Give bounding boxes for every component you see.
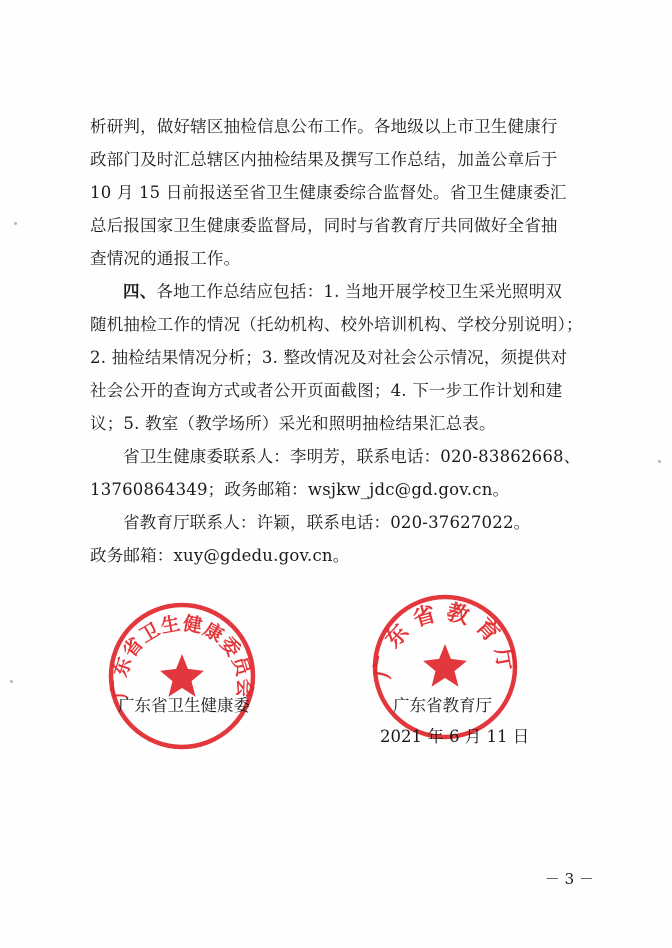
paragraph-line: 随机抽检工作的情况（托幼机构、校外培训机构、学校分别说明）； <box>90 315 583 334</box>
page-number: － 3 － <box>544 870 594 888</box>
paragraph-line: 析研判，做好辖区抽检信息公布工作。各地级以上市卫生健康行 <box>90 117 558 136</box>
signature-health-commission: 广东省卫生健康委 <box>118 696 250 715</box>
paragraph-line: 社会公开的查询方式或者公开页面截图；4. 下一步工作计划和建 <box>90 381 563 400</box>
contact-line: 省卫生健康委联系人：李明芳，联系电话：020-83862668、 <box>123 447 581 466</box>
paragraph-line: 议；5. 教室（教学场所）采光和照明抽检结果汇总表。 <box>90 414 496 433</box>
contact-line: 省教育厅联系人：许颖，联系电话：020-37627022。 <box>123 513 531 532</box>
paragraph-line: 政部门及时汇总辖区内抽检结果及撰写工作总结，加盖公章后于 <box>90 150 558 169</box>
paragraph-line: 10 月 15 日前报送至省卫生健康委综合监督处。省卫生健康委汇 <box>90 183 567 202</box>
education-department-seal <box>370 592 520 742</box>
paragraph-line: 2. 抽检结果情况分析；3. 整改情况及对社会公示情况，须提供对 <box>90 348 568 367</box>
health-commission-seal <box>106 600 258 752</box>
scan-mark <box>658 460 661 463</box>
scan-mark <box>14 222 17 225</box>
section-heading: 四、 <box>123 282 157 301</box>
scan-mark <box>10 680 13 683</box>
section-line <box>123 281 562 303</box>
document-date: 2021 年 6 月 11 日 <box>380 727 530 746</box>
contact-line: 13760864349；政务邮箱：wsjkw_jdc@gd.gov.cn。 <box>90 480 510 499</box>
paragraph-line: 查情况的通报工作。 <box>90 249 241 268</box>
paragraph-line: 总后报国家卫生健康委监督局，同时与省教育厅共同做好全省抽 <box>90 216 558 235</box>
signature-education-department: 广东省教育厅 <box>393 696 492 715</box>
svg-text:广东省教育厅: 广东省教育厅 <box>370 598 520 681</box>
contact-line: 政务邮箱：xuy@gdedu.gov.cn。 <box>90 546 350 565</box>
section-text: 各地工作总结应包括：1. 当地开展学校卫生采光照明双 <box>156 282 563 301</box>
svg-text:广东省卫生健康委员会: 广东省卫生健康委员会 <box>108 612 256 699</box>
